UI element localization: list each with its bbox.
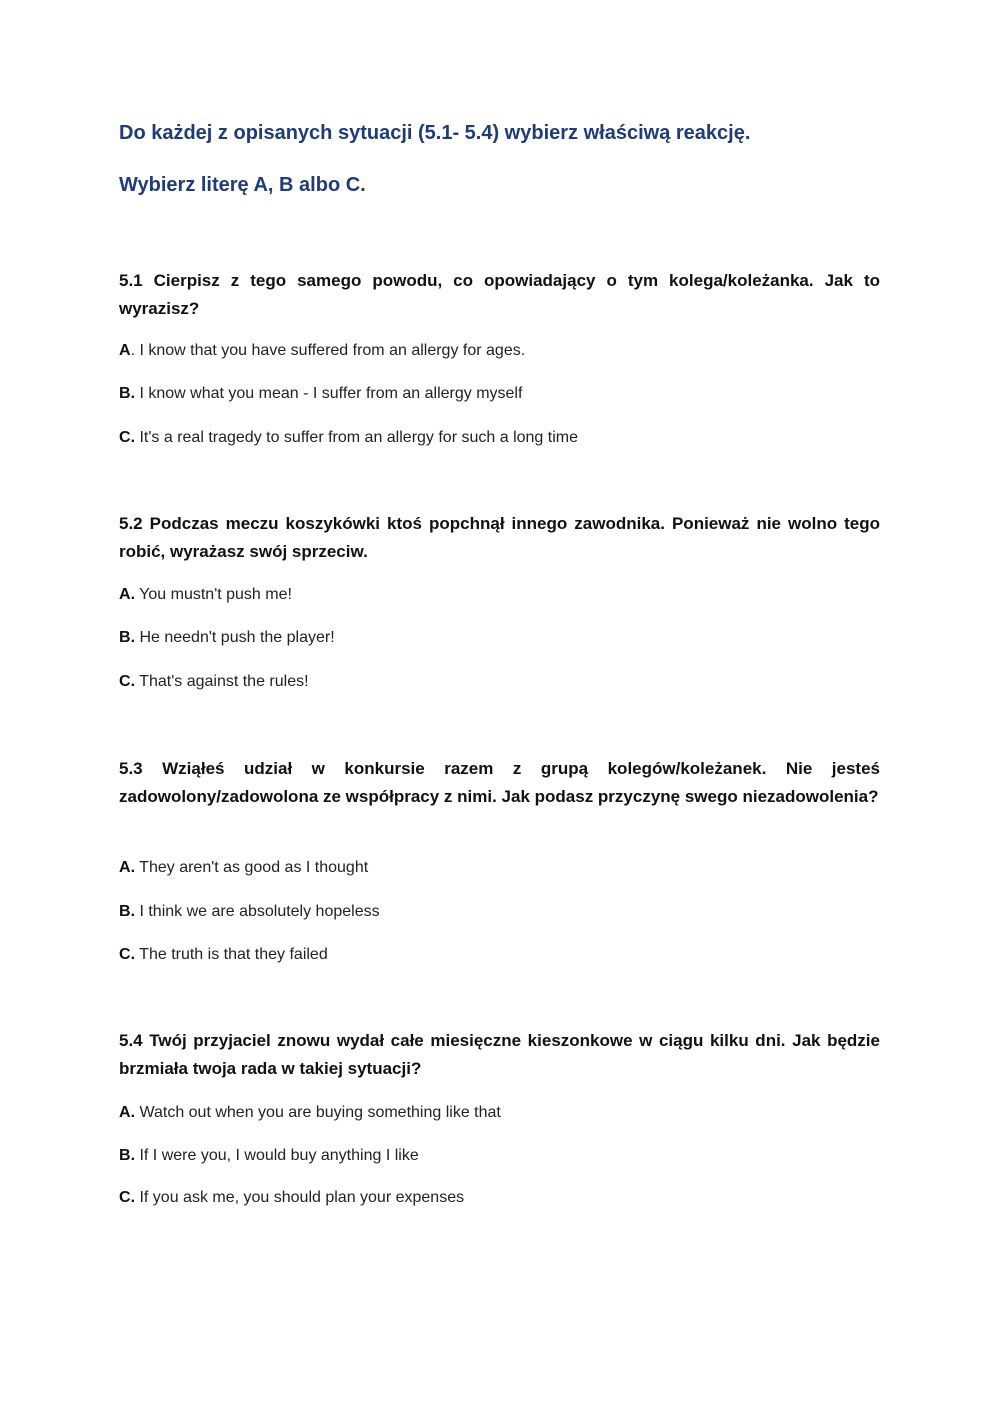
option-letter: A	[119, 1104, 131, 1121]
option-punct: .	[130, 1147, 136, 1164]
option-text: It's a real tragedy to suffer from an allergy for such a long time	[135, 429, 578, 446]
option-punct: .	[130, 673, 136, 690]
option-letter: C	[119, 673, 131, 690]
option-letter: A	[119, 859, 131, 876]
instruction-subheading: Wybierz literę A, B albo C.	[119, 174, 366, 196]
option-letter: B	[119, 1147, 131, 1164]
option-letter: B	[119, 629, 131, 646]
answer-option-c[interactable]	[119, 944, 328, 966]
answer-option-c[interactable]	[119, 427, 578, 449]
option-text: I know what you mean - I suffer from an allergy myself	[135, 385, 523, 402]
answer-option-a[interactable]	[119, 340, 525, 362]
answer-option-a[interactable]	[119, 857, 368, 879]
option-letter: A	[119, 342, 131, 359]
answer-option-b[interactable]	[119, 1145, 419, 1167]
option-letter: B	[119, 903, 131, 920]
question-5-4	[119, 1027, 880, 1206]
option-punct: .	[130, 586, 136, 603]
option-punct: .	[130, 429, 136, 446]
answer-option-a[interactable]	[119, 584, 292, 606]
answer-option-c[interactable]	[119, 671, 309, 693]
question-text: 5.2 Podczas meczu koszykówki ktoś popchnął innego zawodnika. Ponieważ nie wolno tego robić, wyrażasz swój sprzeciw.	[119, 514, 880, 561]
answer-option-a[interactable]	[119, 1102, 501, 1124]
option-text: You mustn't push me!	[135, 586, 292, 603]
option-letter: C	[119, 946, 131, 963]
question-text: 5.4 Twój przyjaciel znowu wydał całe miesięczne kieszonkowe w ciągu kilku dni. Jak będzie brzmiała twoja rada w takiej sytuacji?	[119, 1031, 880, 1078]
option-text: If I were you, I would buy anything I like	[135, 1147, 419, 1164]
question-5-1	[119, 267, 880, 446]
option-letter: A	[119, 586, 131, 603]
option-punct: .	[130, 1189, 136, 1206]
answer-option-b[interactable]	[119, 627, 335, 649]
option-punct: .	[130, 629, 136, 646]
option-punct: .	[130, 1104, 136, 1121]
option-punct: .	[130, 859, 136, 876]
option-text: He needn't push the player!	[135, 629, 335, 646]
option-letter: B	[119, 385, 131, 402]
option-text: I think we are absolutely hopeless	[135, 903, 380, 920]
question-text: 5.1 Cierpisz z tego samego powodu, co opowiadający o tym kolega/koleżanka. Jak to wyrazisz?	[119, 271, 880, 318]
option-text: I know that you have suffered from an allergy for ages.	[135, 342, 526, 359]
option-text: They aren't as good as I thought	[135, 859, 369, 876]
answer-option-c[interactable]	[119, 1187, 464, 1209]
option-punct: .	[130, 342, 136, 359]
question-5-3	[119, 755, 880, 963]
option-punct: .	[130, 903, 136, 920]
instruction-heading: Do każdej z opisanych sytuacji (5.1- 5.4) wybierz właściwą reakcję.	[119, 122, 751, 144]
option-text: The truth is that they failed	[135, 946, 328, 963]
option-text: Watch out when you are buying something like that	[135, 1104, 501, 1121]
option-punct: .	[130, 385, 136, 402]
answer-option-b[interactable]	[119, 901, 380, 923]
option-punct: .	[130, 946, 136, 963]
option-text: If you ask me, you should plan your expenses	[135, 1189, 465, 1206]
worksheet-page	[119, 0, 880, 1414]
question-5-2	[119, 510, 880, 690]
answer-option-b[interactable]	[119, 383, 522, 405]
option-letter: C	[119, 1189, 131, 1206]
option-text: That's against the rules!	[135, 673, 309, 690]
question-text: 5.3 Wziąłeś udział w konkursie razem z grupą kolegów/koleżanek. Nie jesteś zadowolony/zadowolona ze współpracy z nimi. Jak podasz przyczynę swego niezadowolenia?	[119, 759, 880, 806]
option-letter: C	[119, 429, 131, 446]
